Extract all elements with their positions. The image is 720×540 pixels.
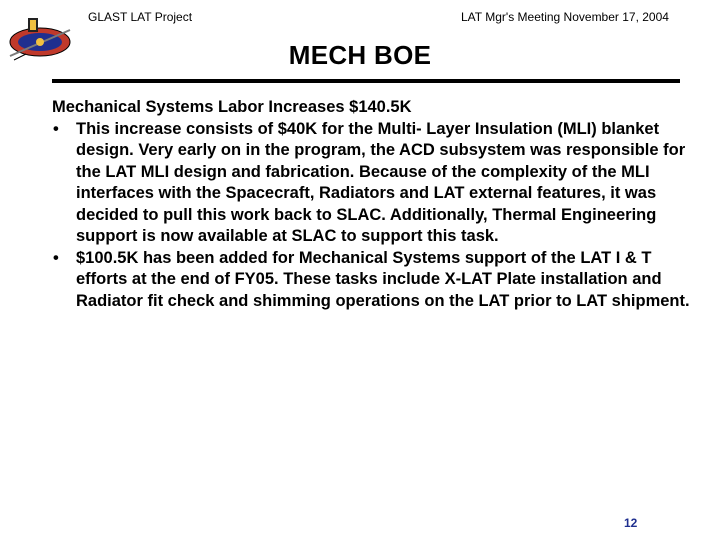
body-heading: Mechanical Systems Labor Increases $140.5K xyxy=(52,98,412,116)
slide-title: MECH BOE xyxy=(288,40,432,70)
header-meeting-info: LAT Mgr's Meeting November 17, 2004 xyxy=(461,10,669,24)
bullet-icon: • xyxy=(53,119,59,138)
bullet-list xyxy=(52,119,692,313)
bullet-text: $100.5K has been added for Mechanical Systems support of the LAT I & T efforts at the end of FY05. These tasks include X-LAT Plate installation and Radiator fit check and shimming operations on the LAT prior to LAT shipment. xyxy=(76,248,690,310)
title-divider xyxy=(52,79,680,83)
page-number: 12 xyxy=(624,516,638,530)
slide-body xyxy=(52,97,692,312)
bullet-item xyxy=(52,248,692,313)
bullet-item xyxy=(52,119,692,248)
header-project-name: GLAST LAT Project xyxy=(88,10,193,24)
bullet-text: This increase consists of $40K for the Multi- Layer Insulation (MLI) blanket design. Very early on in the program, the ACD subsystem was responsible for the LAT MLI design and fabrication. Because of the complexity of the MLI interfaces with the Spacecraft, Radiators and LAT external features, it was decided to pull this work back to SLAC. Additionally, Thermal Engineering support is now available at SLAC to support this task. xyxy=(76,119,686,245)
bullet-icon: • xyxy=(53,248,59,267)
